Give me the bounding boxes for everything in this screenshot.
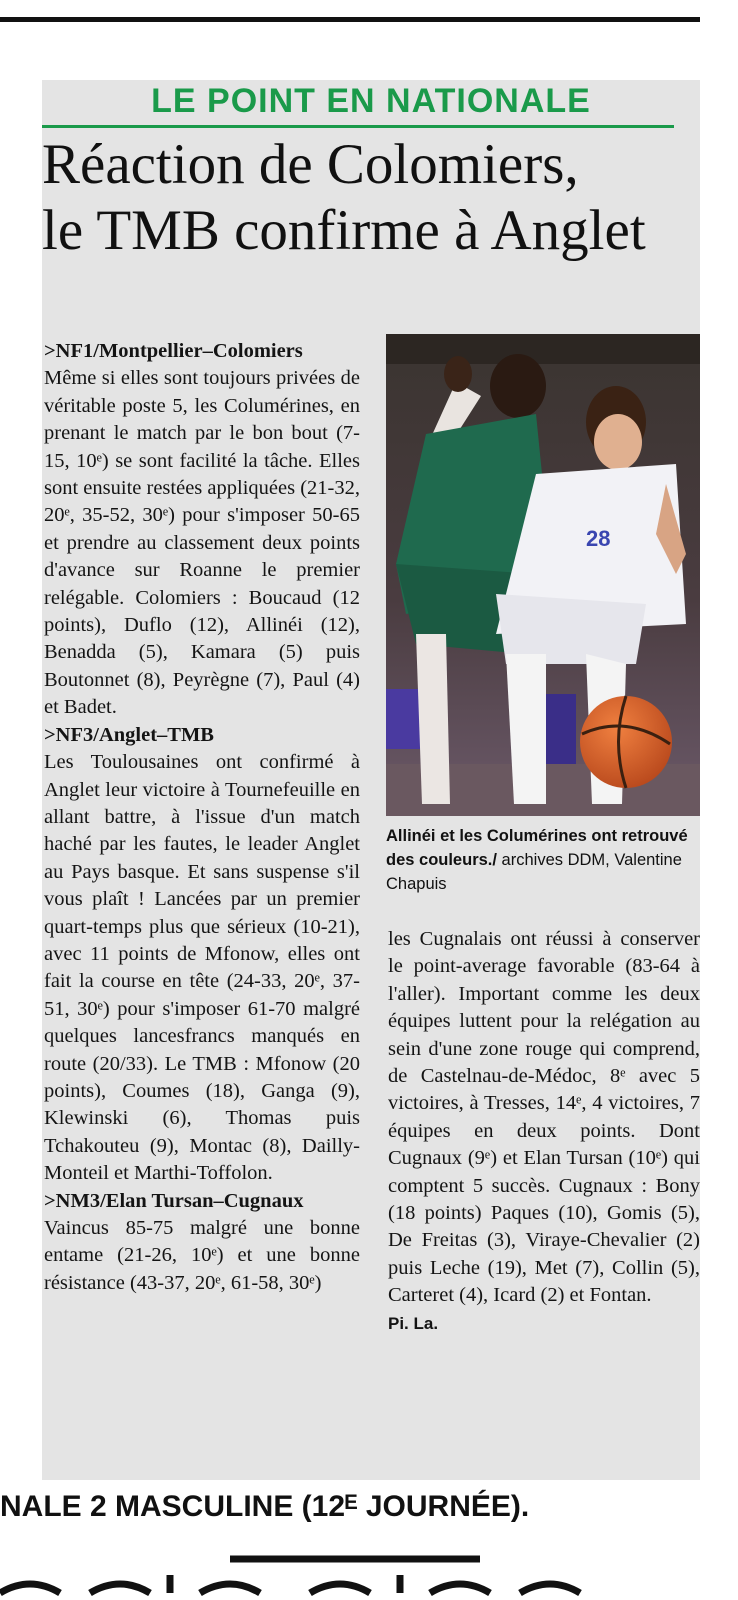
section-kicker: LE POINT EN NATIONALE (151, 82, 591, 120)
subhead-nf3: >NF3/Anglet–TMB (44, 723, 214, 746)
paragraph-nf1 (44, 338, 360, 722)
text-nf1: Même si elles sont toujours privées de véritable poste 5, les Columérines, en prenant le match par le bon bout (7-15, 10ᵉ) se sont facilité la tâche. Elles sont ensuite restées appliquées (21-32, 20ᵉ, 35-52, 30ᵉ) pour s'imposer 50-65 et prendre au classement deux points d'avance sur Roanne le premier relégable. Colomiers : Boucaud (12 points), Duflo (12), Allinéi (12), Benadda (5), Kamara (5) puis Boutonnet (8), Peyrègne (7), Paul (4) et Badet. (44, 367, 360, 719)
paragraph-continued: les Cugnalais ont réussi à conserver le point-average favorable (83-64 à l'aller). Important comme les deux équipes luttent pour la relégation au sein d'une zone rouge qui comprend, de Castelnau-de-Médoc, 8ᵉ avec 5 victoires, à Tresses, 14ᵉ, 4 victoires, 7 équipes en deux points. Dont Cugnaux (9ᵉ) et Elan Tursan (10ᵉ) qui comptent 5 succès. Cugnaux : Bony (18 points) Paques (10), Gomis (5), De Freitas (3), Viraye-Chevalier (2) puis Leche (19), Met (7), Collin (5), Carteret (4), Icard (2) et Fontan. (388, 928, 700, 1307)
paragraph-nf3 (44, 722, 360, 1188)
subhead-nf1: >NF1/Montpellier–Colomiers (44, 340, 303, 362)
right-column (388, 926, 700, 1337)
headline-line-2: le TMB confirme à Anglet (42, 199, 646, 262)
top-rule (0, 17, 700, 22)
next-article-title: NALE 2 MASCULINE (12ᴱ JOURNÉE). (0, 1490, 530, 1523)
kicker-rule (42, 125, 674, 128)
basketball-photo (386, 334, 700, 816)
svg-text:28: 28 (586, 526, 611, 551)
headline (42, 132, 692, 264)
photo-caption (386, 824, 700, 896)
text-nm3: Vaincus 85-75 malgré une bonne entame (21-26, 10ᵉ) et une bonne résistance (43-37, 20ᵉ, 61-58, 30ᵉ) (44, 1217, 360, 1294)
left-column (44, 338, 360, 1297)
headline-line-1: Réaction de Colomiers, (42, 133, 579, 196)
cut-off-headline-fragment (0, 1555, 738, 1600)
text-nf3: Les Toulousaines ont confirmé à Anglet leur victoire à Tournefeuille en allant battre, à l'issue d'un match haché par les fautes, le leader Anglet au Pays basque. Et sans suspense s'il vous plaît ! Lancées par un premier quart-temps plus que sérieux (10-21), avec 11 points de Mfonow, elles ont fait la course en tête (24-33, 20ᵉ, 37-51, 30ᵉ) pour s'imposer 61-70 malgré quelques lancesfrancs manqués en route (20/33). Le TMB : Mfonow (20 points), Coumes (18), Ganga (9), Klewinski (6), Thomas puis Tchakouteu (9), Montac (8), Dailly-Monteil et Marthi-Toffolon. (44, 751, 360, 1185)
article-box (42, 80, 700, 1480)
paragraph-nm3 (44, 1188, 360, 1298)
caption-credit: archives DDM, Valentine Chapuis (386, 851, 682, 893)
author-signature: Pi. La. (388, 1313, 439, 1333)
caption-text: Allinéi et les Columérines ont retrouvé des couleurs./ (386, 827, 688, 869)
subhead-nm3: >NM3/Elan Tursan–Cugnaux (44, 1189, 304, 1212)
